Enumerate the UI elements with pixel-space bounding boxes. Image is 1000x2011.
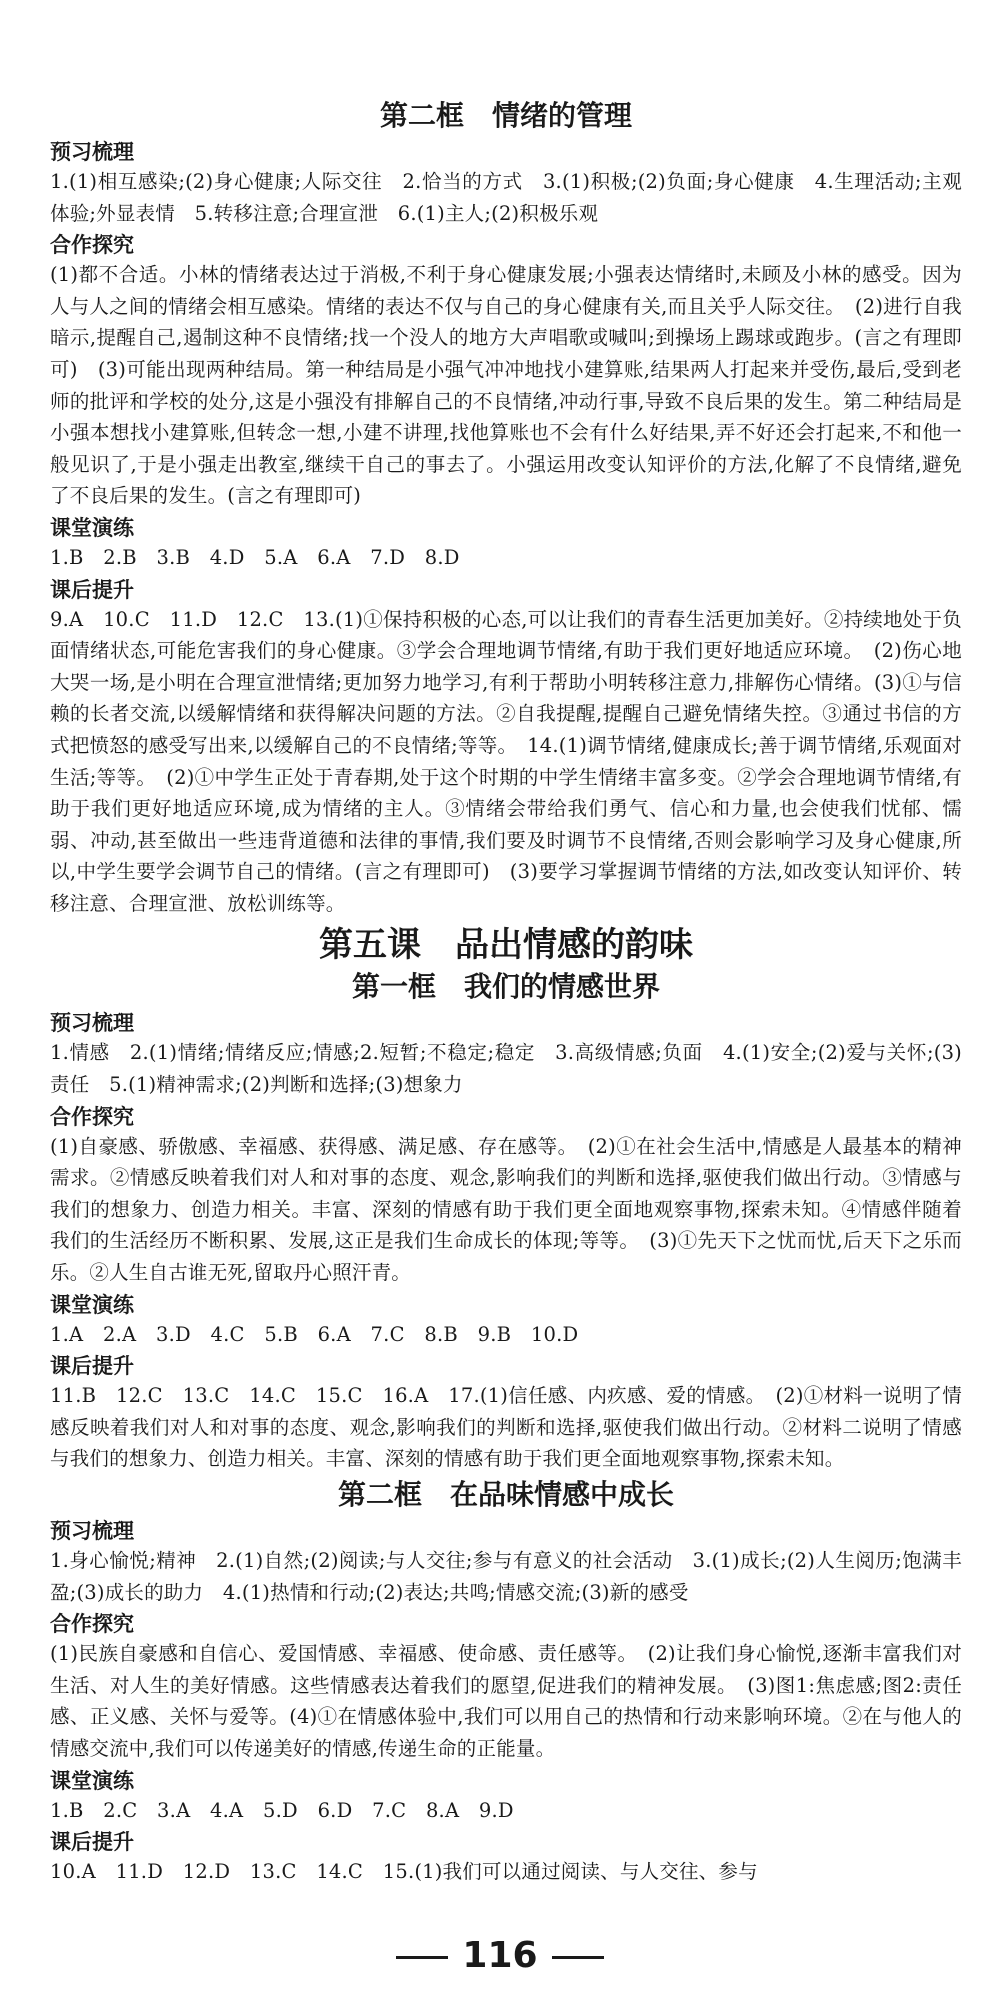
block-text: 1.B 2.C 3.A 4.A 5.D 6.D 7.C 8.A 9.D xyxy=(50,1798,514,1822)
section-emotion-management xyxy=(50,96,962,919)
block-heading: 课后提升 xyxy=(50,1354,134,1379)
block-text: 1.B 2.B 3.B 4.D 5.A 6.A 7.D 8.D xyxy=(50,545,460,569)
block-text: 1.情感 2.(1)情绪;情绪反应;情感;2.短暂;不稳定;稳定 3.高级情感;负面 4.(1)安全;(2)爱与关怀;(3)责任 5.(1)精神需求;(2)判断和选择;(3)想象力 xyxy=(50,1041,962,1097)
block-heading: 合作探究 xyxy=(50,1104,134,1129)
block-text: (1)自豪感、骄傲感、幸福感、获得感、满足感、存在感等。 (2)①在社会生活中,情感是人最基本的精神需求。②情感反映着我们对人和对事的态度、观念,影响我们的判断和选择,驱使我们做出行动。③情感与我们的想象力、创造力相关。丰富、深刻的情感有助于我们更全面地观察事物,探索未知。④情感伴随着我们的生活经历不断积累、发展,这正是我们生命成长的体现;等等。 (3)①先天下之忧而忧,后天下之乐而乐。②人生自古谁无死,留取丹心照汗青。 xyxy=(50,1134,962,1285)
block-text: 10.A 11.D 12.D 13.C 14.C 15.(1)我们可以通过阅读、与人交往、参与 xyxy=(50,1860,758,1884)
block-heading: 合作探究 xyxy=(50,1612,134,1637)
section-title: 第一框 我们的情感世界 xyxy=(351,970,660,1004)
block-heading: 课堂演练 xyxy=(50,1292,134,1317)
right-dash xyxy=(552,1956,604,1959)
lesson-title: 第五课 品出情感的韵味 xyxy=(319,925,693,966)
section-emotional-world xyxy=(50,923,962,1475)
block-text: 9.A 10.C 11.D 12.C 13.(1)①保持积极的心态,可以让我们的青春生活更加美好。②持续地处于负面情绪状态,可能危害我们的身心健康。③学会合理地调节情绪,有助于我们更好地适应环境。 (2)伤心地大哭一场,是小明在合理宣泄情绪;更加努力地学习,有利于帮助小明转移注意力,排解伤心情绪。(3)①与信赖的长者交流,以缓解情绪和获得解决问题的方法。②自我提醒,提醒自己避免情绪失控。③通过书信的方式把愤怒的感受写出来,以缓解自己的不良情绪;等等。 14.(1)调节情绪,健康成长;善于调节情绪,乐观面对生活;等等。 (2)①中学生正处于青春期,处于这个时期的中学生情绪丰富多变。②学会合理地调节情绪,有助于我们更好地适应环境,成为情绪的主人。③情绪会带给我们勇气、信心和力量,也会使我们忧郁、懦弱、冲动,甚至做出一些违背道德和法律的事情,我们要及时调节不良情绪,否则会影响学习及身心健康,所以,中学生要学会调节自己的情绪。(言之有理即可) (3)要学习掌握调节情绪的方法,如改变认知评价、转移注意、合理宣泄、放松训练等。 xyxy=(50,607,962,915)
block-text: (1)民族自豪感和自信心、爱国情感、幸福感、使命感、责任感等。 (2)让我们身心愉悦,逐渐丰富我们对生活、对人生的美好情感。这些情感表达着我们的愿望,促进我们的精神发展。 (3)图1:焦虑感;图2:责任感、正义感、关怀与爱等。(4)①在情感体验中,我们可以用自己的热情和行动来影响环境。②在与他人的情感交流中,我们可以传递美好的情感,传递生命的正能量。 xyxy=(50,1642,962,1760)
page-number xyxy=(0,1935,1000,1976)
section-growing-through-emotion xyxy=(50,1475,962,1888)
block-text: 11.B 12.C 13.C 14.C 15.C 16.A 17.(1)信任感、内疚感、爱的情感。 (2)①材料一说明了情感反映着我们对人和对事的态度、观念,影响我们的判断和选择,驱使我们做出行动。②材料二说明了情感与我们的想象力、创造力相关。丰富、深刻的情感有助于我们更全面地观察事物,探索未知。 xyxy=(50,1384,962,1471)
section-title: 第二框 在品味情感中成长 xyxy=(337,1478,674,1511)
left-dash xyxy=(396,1956,448,1959)
page-number-text: 116 xyxy=(462,1935,538,1976)
block-text: 1.A 2.A 3.D 4.C 5.B 6.A 7.C 8.B 9.B 10.D xyxy=(50,1322,579,1346)
block-heading: 预习梳理 xyxy=(50,1011,134,1036)
block-heading: 课后提升 xyxy=(50,577,134,602)
block-heading: 课堂演练 xyxy=(50,515,134,540)
block-text: (1)都不合适。小林的情绪表达过于消极,不利于身心健康发展;小强表达情绪时,未顾及小林的感受。因为人与人之间的情绪会相互感染。情绪的表达不仅与自己的身心健康有关,而且关乎人际交往。 (2)进行自我暗示,提醒自己,遏制这种不良情绪;找一个没人的地方大声唱歌或喊叫;到操场上踢球或跑步。(言之有理即可) (3)可能出现两种结局。第一种结局是小强气冲冲地找小建算账,结果两人打起来并受伤,最后,受到老师的批评和学校的处分,这是小强没有排解自己的不良情绪,冲动行事,导致不良后果的发生。第二种结局是小强本想找小建算账,但转念一想,小建不讲理,找他算账也不会有什么好结果,弄不好还会打起来,不和他一般见识了,于是小强走出教室,继续干自己的事去了。小强运用改变认知评价的方法,化解了不良情绪,避免了不良后果的发生。(言之有理即可) xyxy=(50,263,962,508)
block-heading: 预习梳理 xyxy=(50,140,134,164)
block-heading: 课后提升 xyxy=(50,1830,134,1855)
block-heading: 合作探究 xyxy=(50,233,134,258)
block-text: 1.身心愉悦;精神 2.(1)自然;(2)阅读;与人交往;参与有意义的社会活动 3.(1)成长;(2)人生阅历;饱满丰盈;(3)成长的助力 4.(1)热情和行动;(2)表达;共鸣;情感交流;(3)新的感受 xyxy=(50,1549,962,1604)
section-title: 第二框 情绪的管理 xyxy=(379,99,632,132)
block-text: 1.(1)相互感染;(2)身心健康;人际交往 2.恰当的方式 3.(1)积极;(2)负面;身心健康 4.生理活动;主观体验;外显表情 5.转移注意;合理宣泄 6.(1)主人;(2)积极乐观 xyxy=(50,170,962,225)
block-heading: 课堂演练 xyxy=(50,1768,134,1793)
block-heading: 预习梳理 xyxy=(50,1519,134,1543)
